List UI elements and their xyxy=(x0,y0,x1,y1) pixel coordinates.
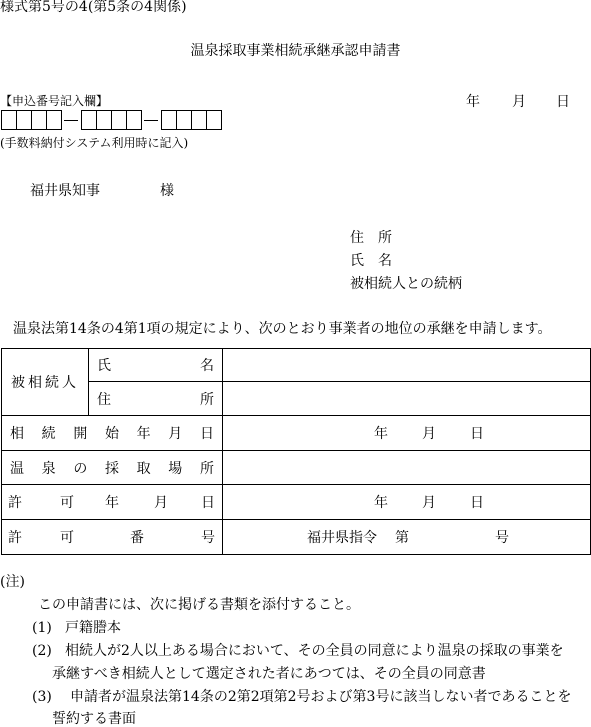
notes-heading: (注) xyxy=(0,574,25,590)
date-year: 年 xyxy=(466,94,480,110)
intro-text: 温泉法第14条の4第1項の規定により、次のとおり事業者の地位の承継を申請します。 xyxy=(13,321,552,337)
digit-box[interactable] xyxy=(206,110,222,130)
inherit-start-field[interactable]: 年 月 日 xyxy=(223,416,591,451)
table-row xyxy=(2,382,591,416)
note-item-number: (3) xyxy=(32,689,52,705)
date-day: 日 xyxy=(556,94,570,110)
digit-box[interactable] xyxy=(111,110,127,130)
note-item-text: 申請者が温泉法第14条の2第2項第2号および第3号に該当しない者であることを xyxy=(70,689,572,705)
decedent-address-field[interactable] xyxy=(223,382,591,416)
application-table xyxy=(1,348,591,555)
inherit-start-label: 相 続 開 始 年 月 日 xyxy=(2,416,223,451)
permit-date-label: 許 可 年 月 日 xyxy=(2,485,223,520)
digit-box[interactable] xyxy=(1,110,17,130)
table-row xyxy=(2,349,591,382)
addressee-name: 福井県知事 xyxy=(30,183,100,199)
note-item-number: (2) xyxy=(32,643,52,659)
document-title: 温泉採取事業相続承継承認申請書 xyxy=(190,43,401,59)
decedent-name-label: 氏 名 xyxy=(89,349,223,382)
decedent-address-label: 住 所 xyxy=(89,382,223,416)
table-row xyxy=(2,485,591,520)
applicant-relation-label: 被相続人との続柄 xyxy=(350,276,462,292)
notes-lead: この申請書には、次に掲げる書類を添付すること。 xyxy=(38,597,360,613)
applicant-address-label: 住 所 xyxy=(350,230,392,246)
date-month: 月 xyxy=(512,94,526,110)
application-number-label: 【申込番号記入欄】 xyxy=(0,94,109,108)
permit-date-field[interactable]: 年 月 日 xyxy=(223,485,591,520)
permit-number-label: 許 可 番 号 xyxy=(2,520,223,555)
note-item-number: (1) xyxy=(32,620,52,636)
site-label: 温 泉 の 採 取 場 所 xyxy=(2,451,223,485)
digit-box[interactable] xyxy=(176,110,192,130)
note-item-text: 承継すべき相続人として選定された者にあつては、その全員の同意書 xyxy=(52,666,486,682)
site-field[interactable] xyxy=(223,451,591,485)
addressee-honorific: 様 xyxy=(160,183,174,199)
form-number: 様式第5号の4(第5条の4関係) xyxy=(0,0,187,15)
table-row xyxy=(2,520,591,555)
digit-box[interactable] xyxy=(126,110,142,130)
decedent-label: 被相続人 xyxy=(2,349,89,416)
separator-dash xyxy=(64,120,78,121)
application-number-note: (手数料納付システム利用時に記入) xyxy=(0,136,189,150)
note-item-text: 相続人が2人以上ある場合において、その全員の同意により温泉の採取の事業を xyxy=(65,643,564,659)
application-number-field[interactable] xyxy=(1,110,221,130)
digit-box[interactable] xyxy=(16,110,32,130)
decedent-name-field[interactable] xyxy=(223,349,591,382)
digit-box[interactable] xyxy=(46,110,62,130)
digit-box[interactable] xyxy=(31,110,47,130)
applicant-name-label: 氏 名 xyxy=(350,253,392,269)
digit-box[interactable] xyxy=(81,110,97,130)
separator-dash xyxy=(144,120,158,121)
note-item-text: 誓約する書面 xyxy=(52,711,136,727)
note-item-text: 戸籍謄本 xyxy=(65,620,121,636)
digit-box[interactable] xyxy=(96,110,112,130)
permit-number-field[interactable]: 福井県指令 第 号 xyxy=(223,520,591,555)
table-row xyxy=(2,451,591,485)
digit-box[interactable] xyxy=(191,110,207,130)
digit-box[interactable] xyxy=(161,110,177,130)
table-row xyxy=(2,416,591,451)
